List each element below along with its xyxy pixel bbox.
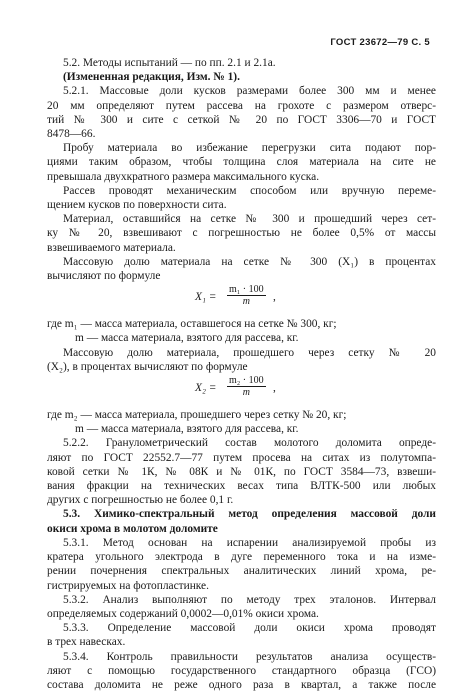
paragraph-5-2-1: [47, 84, 436, 141]
text-line: определяемых содержаний 0,0002—0,01% окиси хрома.: [47, 607, 319, 620]
amendment-note: [47, 70, 436, 84]
text-line: 5.3.1. Метод основан на испарении анализируемой пробы из: [63, 536, 436, 549]
text-line: m — масса материала, взятого для рассева, кг.: [75, 332, 299, 345]
text-line: кратера угольного электрода в дуге переменного тока и на изме-: [47, 551, 436, 564]
paragraph-sieving: [47, 184, 436, 212]
text-line: Материал, оставшийся на сетке № 300 и прошедший через сет-: [63, 213, 436, 226]
formula-numerator: m₁ · 100: [229, 284, 264, 296]
text-line: Массовую долю материала, прошедшего через сетку № 20: [63, 346, 436, 359]
text-line: окиси хрома в молотом доломите: [47, 522, 218, 535]
text-line: где m₁ — масса материала, оставшегося на сетке № 300, кг;: [47, 318, 337, 331]
text-line: Рассев проводят механическим способом или вручную переме-: [63, 184, 436, 197]
paragraph-x2-intro: [47, 346, 436, 374]
text-line: (Измененная редакция, Изм. № 1).: [63, 71, 240, 84]
paragraph-5-3-1: [47, 536, 436, 593]
formula-lhs: X₁ =: [195, 291, 217, 304]
text-line: взвешиваемого материала.: [47, 241, 176, 254]
paragraph-x1-intro: [47, 255, 436, 283]
text-line: вания фракции на технических весах типа ВЛТК-500 или любых: [47, 480, 436, 493]
text-line: 5.3.2. Анализ выполняют по методу трех эталонов. Интервал: [63, 593, 436, 606]
text-line: m — масса материала, взятого для рассева, кг.: [75, 423, 299, 436]
legend-x1: [47, 317, 436, 345]
paragraph-5-2-2: [47, 436, 436, 507]
formula-fraction: [227, 284, 266, 307]
paragraph-5-3-3: [47, 621, 436, 649]
text-line: гистрируемых на фотопластинке.: [47, 579, 209, 592]
text-line: 5.3.4. Контроль правильности результатов анализа осуществ-: [63, 650, 436, 663]
text-line: в трех навесках.: [47, 636, 126, 649]
text-line: рении почернения спектральных аналитических линий хрома, ре-: [47, 565, 436, 578]
paragraph-5-2: [47, 56, 436, 70]
formula-x2: [47, 374, 436, 408]
text-line: (X₂), в процентах вычисляют по формуле: [47, 360, 248, 373]
formula-fraction: [227, 375, 266, 398]
formula-x1: [47, 283, 436, 317]
formula-lhs: X₂ =: [195, 382, 217, 395]
text-line: 8478—66.: [47, 128, 96, 141]
page-header: ГОСТ 23672—79 С. 5: [330, 37, 430, 48]
text-line: 5.3. Химико-спектральный метод определения массовой доли: [63, 508, 436, 521]
formula-end: ,: [273, 291, 276, 304]
legend-x2: [47, 408, 436, 436]
text-line: 5.3.3. Определение массовой доли окиси хрома проводят: [63, 622, 436, 635]
text-line: ляют с помощью государственного стандартного образца (ГСО): [47, 664, 436, 677]
section-heading-5-3: [47, 507, 436, 535]
formula-numerator: m₂ · 100: [229, 375, 264, 387]
text-line: щением кусков по поверхности сита.: [47, 199, 227, 212]
paragraph-5-3-4: [47, 650, 436, 692]
formula-denominator: m: [242, 296, 250, 308]
text-line: Массовую долю материала на сетке № 300 (X₁) в процентах: [63, 255, 436, 268]
text-line: 5.2.1. Массовые доли кусков размерами более 300 мм и менее: [63, 85, 436, 98]
text-line: где m₂ — масса материала, прошедшего через сетку № 20, кг;: [47, 409, 347, 422]
text-line: 5.2.2. Гранулометрический состав молотого доломита опреде-: [63, 437, 436, 450]
text-line: тий № 300 и сите с сеткой № 20 по ГОСТ 3306—70 и ГОСТ: [47, 113, 436, 126]
page-content: [47, 56, 436, 692]
text-line: ляют по ГОСТ 22552.7—77 путем просева на ситах из полутомпа-: [47, 451, 436, 464]
text-line: состава доломита не реже одного раза в квартал, а также после: [47, 678, 436, 691]
text-line: 5.2. Методы испытаний — по пп. 2.1 и 2.1а.: [63, 57, 276, 69]
formula-end: ,: [273, 382, 276, 395]
text-line: других с погрешностью не более 0,1 г.: [47, 494, 234, 507]
paragraph-weighing: [47, 212, 436, 255]
text-line: превышала двухкратного размера максимального куска.: [47, 170, 320, 183]
paragraph-5-3-2: [47, 593, 436, 621]
text-line: 20 мм определяют путем рассева на грохоте с размером отверс-: [47, 99, 436, 112]
text-line: вычисляют по формуле: [47, 270, 161, 283]
text-line: ку № 20, взвешивают с погрешностью не более 0,5% от массы: [47, 227, 436, 240]
text-line: ковой сетки № 1К, № 08К и № 01К, по ГОСТ 3584—73, взвеши-: [47, 465, 436, 478]
formula-denominator: m: [242, 387, 250, 399]
text-line: Пробу материала во избежание перегрузки сита подают пор-: [63, 142, 436, 155]
paragraph-portions: [47, 141, 436, 184]
text-line: циями таким образом, чтобы толщина слоя материала на сите не: [47, 156, 436, 169]
